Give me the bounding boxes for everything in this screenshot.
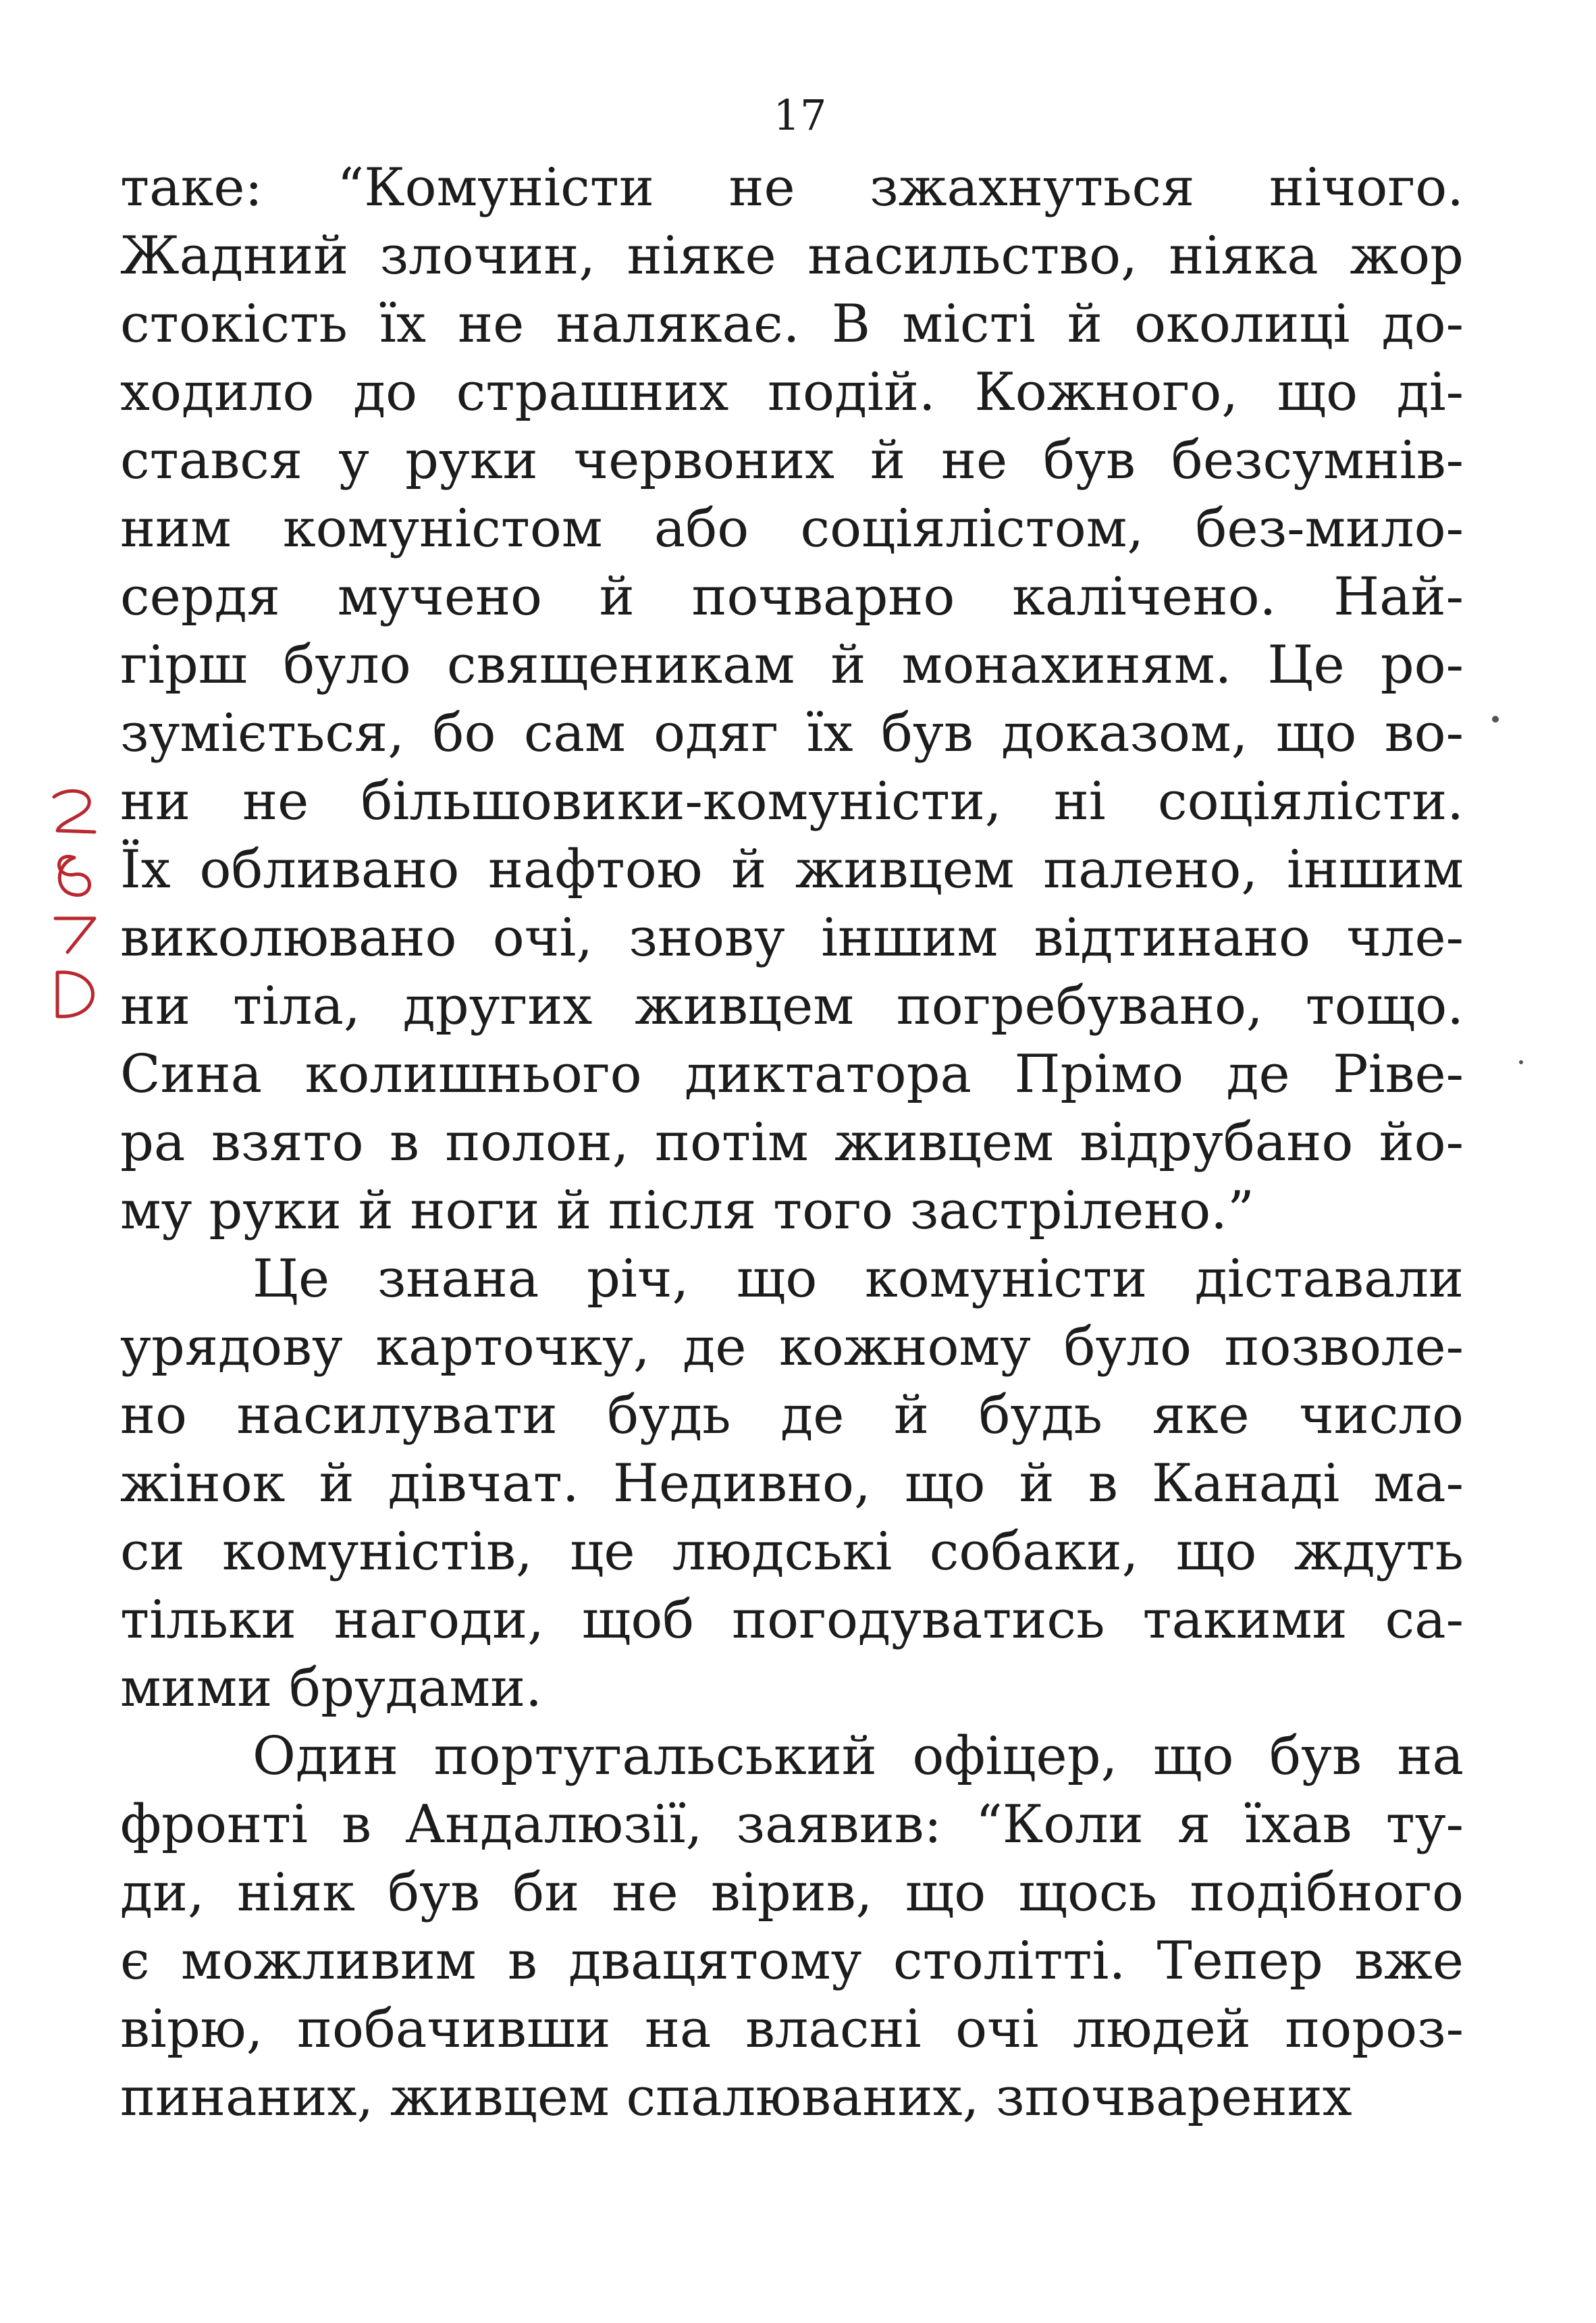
paragraph [120, 1723, 1464, 2132]
text-line: ни не більшовики-комуністи, ні соціялісти. [120, 771, 1464, 832]
text-line: Сина колишнього диктатора Прімо де Ріве- [120, 1044, 1464, 1105]
text-line: ходило до страшних подій. Кожного, що ді- [120, 362, 1464, 423]
handwritten-margin-note [41, 783, 108, 1026]
text-line: мими брудами. [120, 1658, 542, 1719]
text-line: ни тіла, других живцем погребувано, тощо. [120, 976, 1464, 1037]
text-line: ним комуністом або соціялістом, без-мило- [120, 498, 1464, 559]
text-line: си комуністів, це людські собаки, що ждуть [120, 1521, 1464, 1582]
text-line: виколювано очі, знову іншим відтинано чле- [120, 908, 1464, 968]
text-line: стокість їх не налякає. В місті й околиці до- [120, 294, 1464, 355]
text-line: вірю, побачивши на власні очі людей пороз- [120, 1999, 1464, 2060]
text-line: стався у руки червоних й не був безсумнів- [120, 430, 1464, 491]
text-line: Їх обливано нафтою й живцем палено, іншим [120, 839, 1464, 900]
text-line: Жадний злочин, ніяке насильство, ніяка жор [120, 226, 1464, 286]
body-text [120, 154, 1464, 2132]
text-line: урядову карточку, де кожному було позволе- [120, 1317, 1464, 1378]
handwritten-annotation-icon [41, 783, 108, 1026]
text-line: ра взято в полон, потім живцем відрубано йо- [120, 1112, 1464, 1173]
text-line: гірш було священикам й монахиням. Це ро- [120, 635, 1464, 696]
text-line: Один португальський офіцер, що був на [252, 1726, 1464, 1787]
text-line: му руки й ноги й після того застрілено.” [120, 1180, 1254, 1241]
speck [1519, 1060, 1523, 1064]
text-line: тільки нагоди, щоб погодуватись такими са- [120, 1590, 1464, 1650]
text-line: но насилувати будь де й будь яке число [120, 1385, 1464, 1446]
text-line: фронті в Андалюзії, заявив: “Коли я їхав ту- [120, 1794, 1464, 1855]
text-line: зуміється, бо сам одяг їх був доказом, що во- [120, 703, 1464, 764]
text-line: є можливим в двацятому столітті. Тепер вже [120, 1931, 1464, 1991]
text-line: ди, ніяк був би не вірив, що щось подібного [120, 1862, 1464, 1923]
text-line: пинаних, живцем спалюваних, зпочварених [120, 2067, 1352, 2128]
text-line: сердя мучено й почварно калічено. Най- [120, 567, 1464, 627]
text-line: таке: “Комуністи не зжахнуться нічого. [120, 157, 1464, 218]
page-number: 17 [773, 90, 827, 140]
paragraph [120, 154, 1464, 1245]
text-line: Це знана річ, що комуністи діставали [252, 1249, 1464, 1309]
paragraph [120, 1245, 1464, 1723]
text-line: жінок й дівчат. Недивно, що й в Канаді ма- [120, 1453, 1464, 1514]
speck [1492, 716, 1499, 723]
